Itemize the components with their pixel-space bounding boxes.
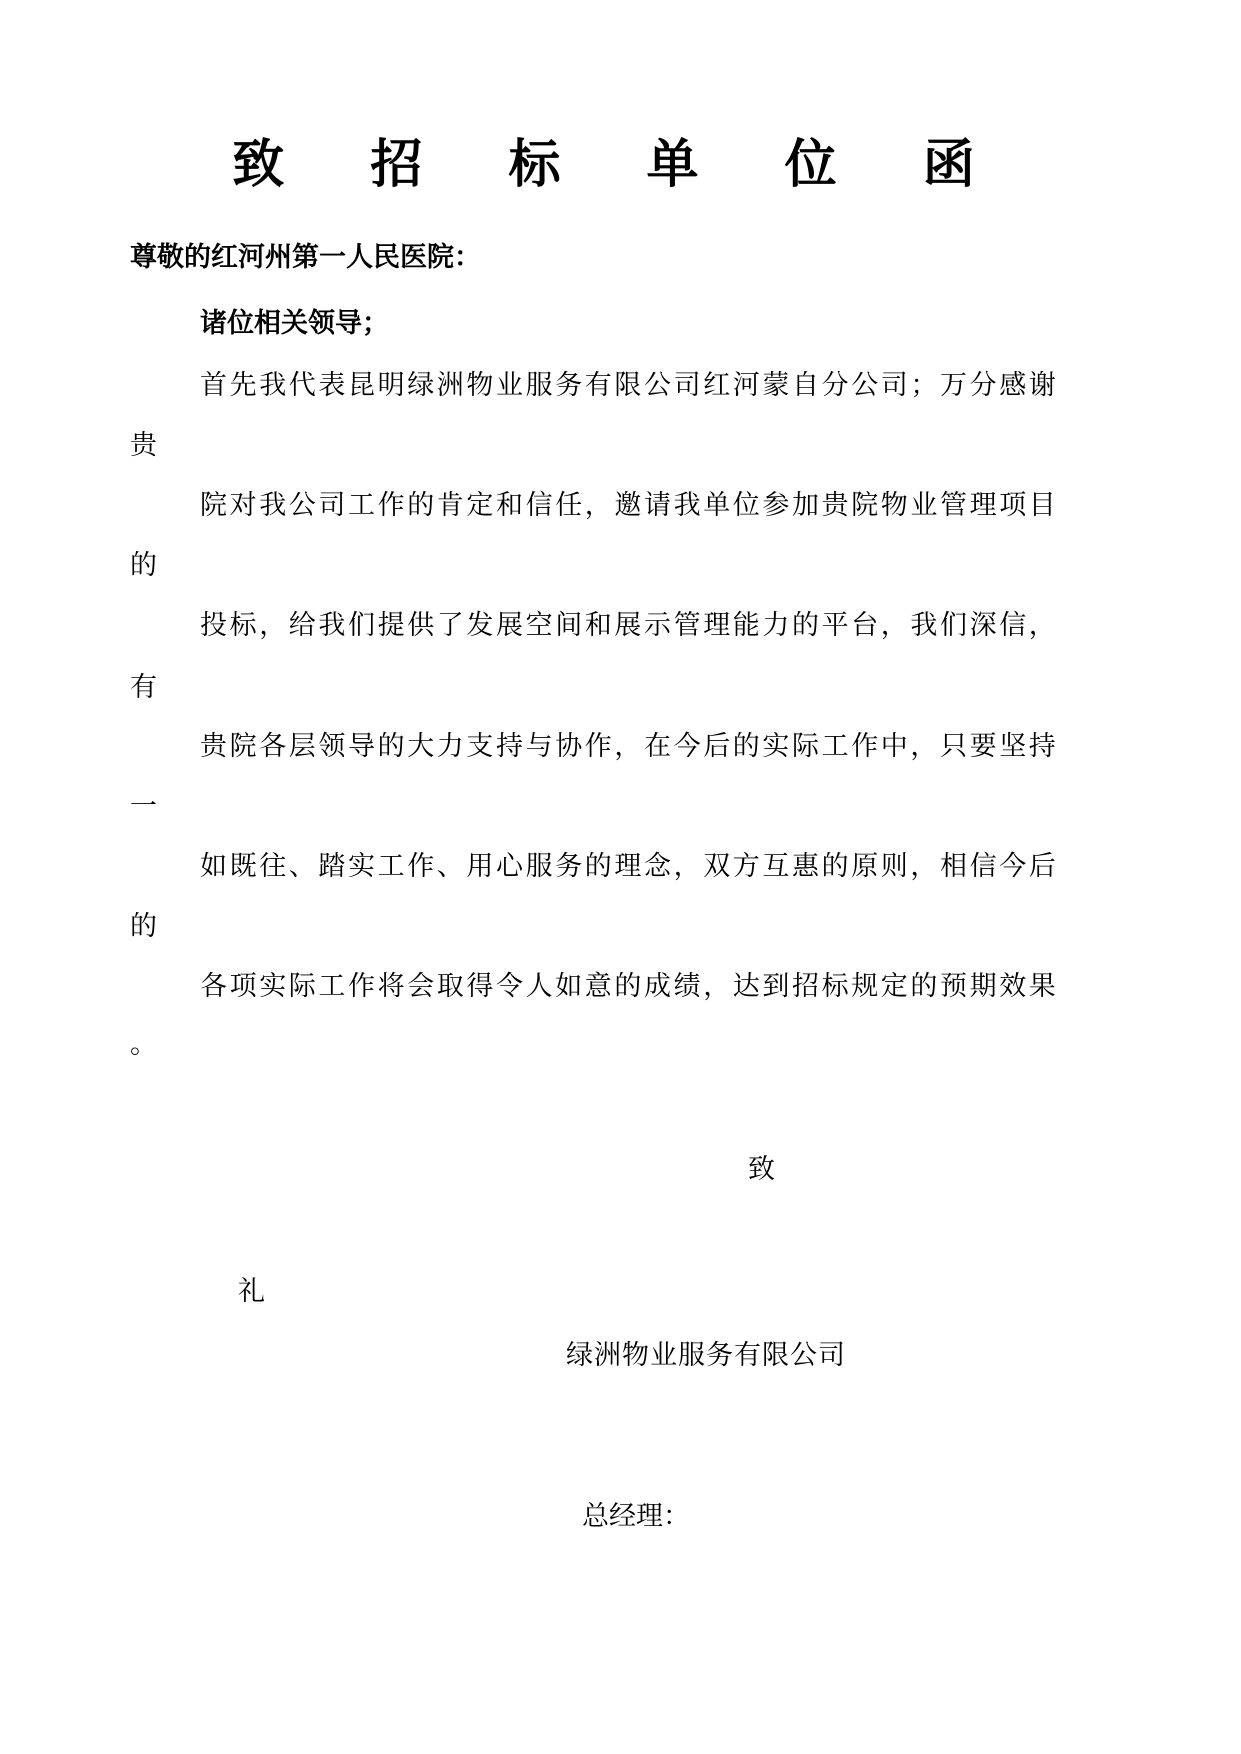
body-line: 投标，给我们提供了发展空间和展示管理能力的平台，我们深信， <box>200 610 1059 641</box>
salutation: 尊敬的红河州第一人民医院： <box>130 242 481 273</box>
body-line-wrap: 的 <box>130 911 157 942</box>
body-line: 如既往、踏实工作、用心服务的理念，双方互惠的原则，相信今后 <box>200 851 1059 882</box>
body-line-wrap: 有 <box>130 672 157 703</box>
signature-manager: 总经理： <box>582 1501 690 1532</box>
body-line-wrap: 。 <box>130 1029 157 1060</box>
sub-salutation: 诸位相关领导； <box>200 308 389 339</box>
body-line-wrap: 一 <box>130 791 157 822</box>
body-line-wrap: 贵 <box>130 430 157 461</box>
body-line: 首先我代表昆明绿洲物业服务有限公司红河蒙自分公司；万分感谢 <box>200 370 1059 401</box>
body-line: 贵院各层领导的大力支持与协作，在今后的实际工作中，只要坚持 <box>200 731 1059 762</box>
document-title: 致 招 标 单 位 函 <box>232 134 1009 195</box>
closing-salute-li: 礼 <box>238 1276 265 1307</box>
body-line: 院对我公司工作的肯定和信任，邀请我单位参加贵院物业管理项目 <box>200 490 1059 521</box>
body-line-wrap: 的 <box>130 550 157 581</box>
closing-salute-zhi: 致 <box>748 1154 775 1185</box>
signature-company: 绿洲物业服务有限公司 <box>566 1340 846 1371</box>
body-line: 各项实际工作将会取得令人如意的成绩，达到招标规定的预期效果 <box>200 971 1059 1002</box>
